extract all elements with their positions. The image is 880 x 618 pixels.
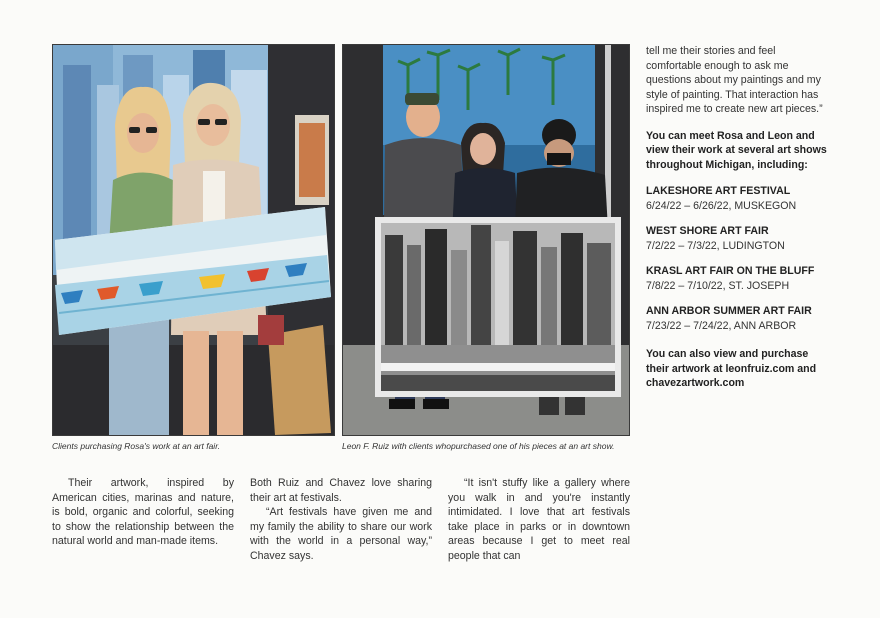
event-name: LAKESHORE ART FESTIVAL xyxy=(646,185,791,197)
article-column-2 xyxy=(250,476,432,563)
event-details: 6/24/22 – 6/26/22, MUSKEGON xyxy=(646,199,797,212)
event-item xyxy=(646,224,828,253)
photo-leon-clients xyxy=(342,44,630,436)
event-details: 7/8/22 – 7/10/22, ST. JOSEPH xyxy=(646,279,790,292)
article-paragraph: “Art festivals have given me and my family the ability to share our work with the world in a personal way,” Chavez says. xyxy=(250,506,432,562)
article-paragraph: Their artwork, inspired by American cities, marinas and nature, is bold, organic and colorful, seeking to show the relationship between the natural world and man-made items. xyxy=(52,477,234,547)
event-item xyxy=(646,264,828,293)
event-item xyxy=(646,184,828,213)
caption-left-photo: Clients purchasing Rosa's work at an art fair. xyxy=(52,441,221,451)
event-name: KRASL ART FAIR ON THE BLUFF xyxy=(646,265,815,277)
caption-right-photo: Leon F. Ruiz with clients whopurchased one of his pieces at an art show. xyxy=(342,441,615,451)
event-details: 7/23/22 – 7/24/22, ANN ARBOR xyxy=(646,319,797,332)
event-name: WEST SHORE ART FAIR xyxy=(646,225,769,237)
sidebar-continued-quote: tell me their stories and feel comfortable enough to ask me questions about my paintings and my style of painting. That interaction has inspired me to create new art pieces.” xyxy=(646,45,823,115)
photo-clients-rosa-image xyxy=(53,45,334,435)
event-item xyxy=(646,304,828,333)
photo-leon-clients-image xyxy=(343,45,629,435)
sidebar-intro: You can meet Rosa and Leon and view their work at several art shows throughout Michigan, including: xyxy=(646,129,827,171)
article-paragraph: Both Ruiz and Chavez love sharing their art at festivals. xyxy=(250,477,432,504)
event-name: ANN ARBOR SUMMER ART FAIR xyxy=(646,305,812,317)
article-column-3 xyxy=(448,476,630,563)
photo-clients-rosa xyxy=(52,44,335,436)
sidebar-column xyxy=(646,44,828,403)
article-column-1 xyxy=(52,476,234,549)
article-paragraph: “It isn't stuffy like a gallery where you walk in and you're instantly intimidated. I love that art festivals take place in parks or in downtown areas because I get to meet real people that can xyxy=(448,477,630,562)
sidebar-closing: You can also view and purchase their artwork at leonfruiz.com and chavezartwork.com xyxy=(646,348,817,389)
event-details: 7/2/22 – 7/3/22, LUDINGTON xyxy=(646,239,785,252)
